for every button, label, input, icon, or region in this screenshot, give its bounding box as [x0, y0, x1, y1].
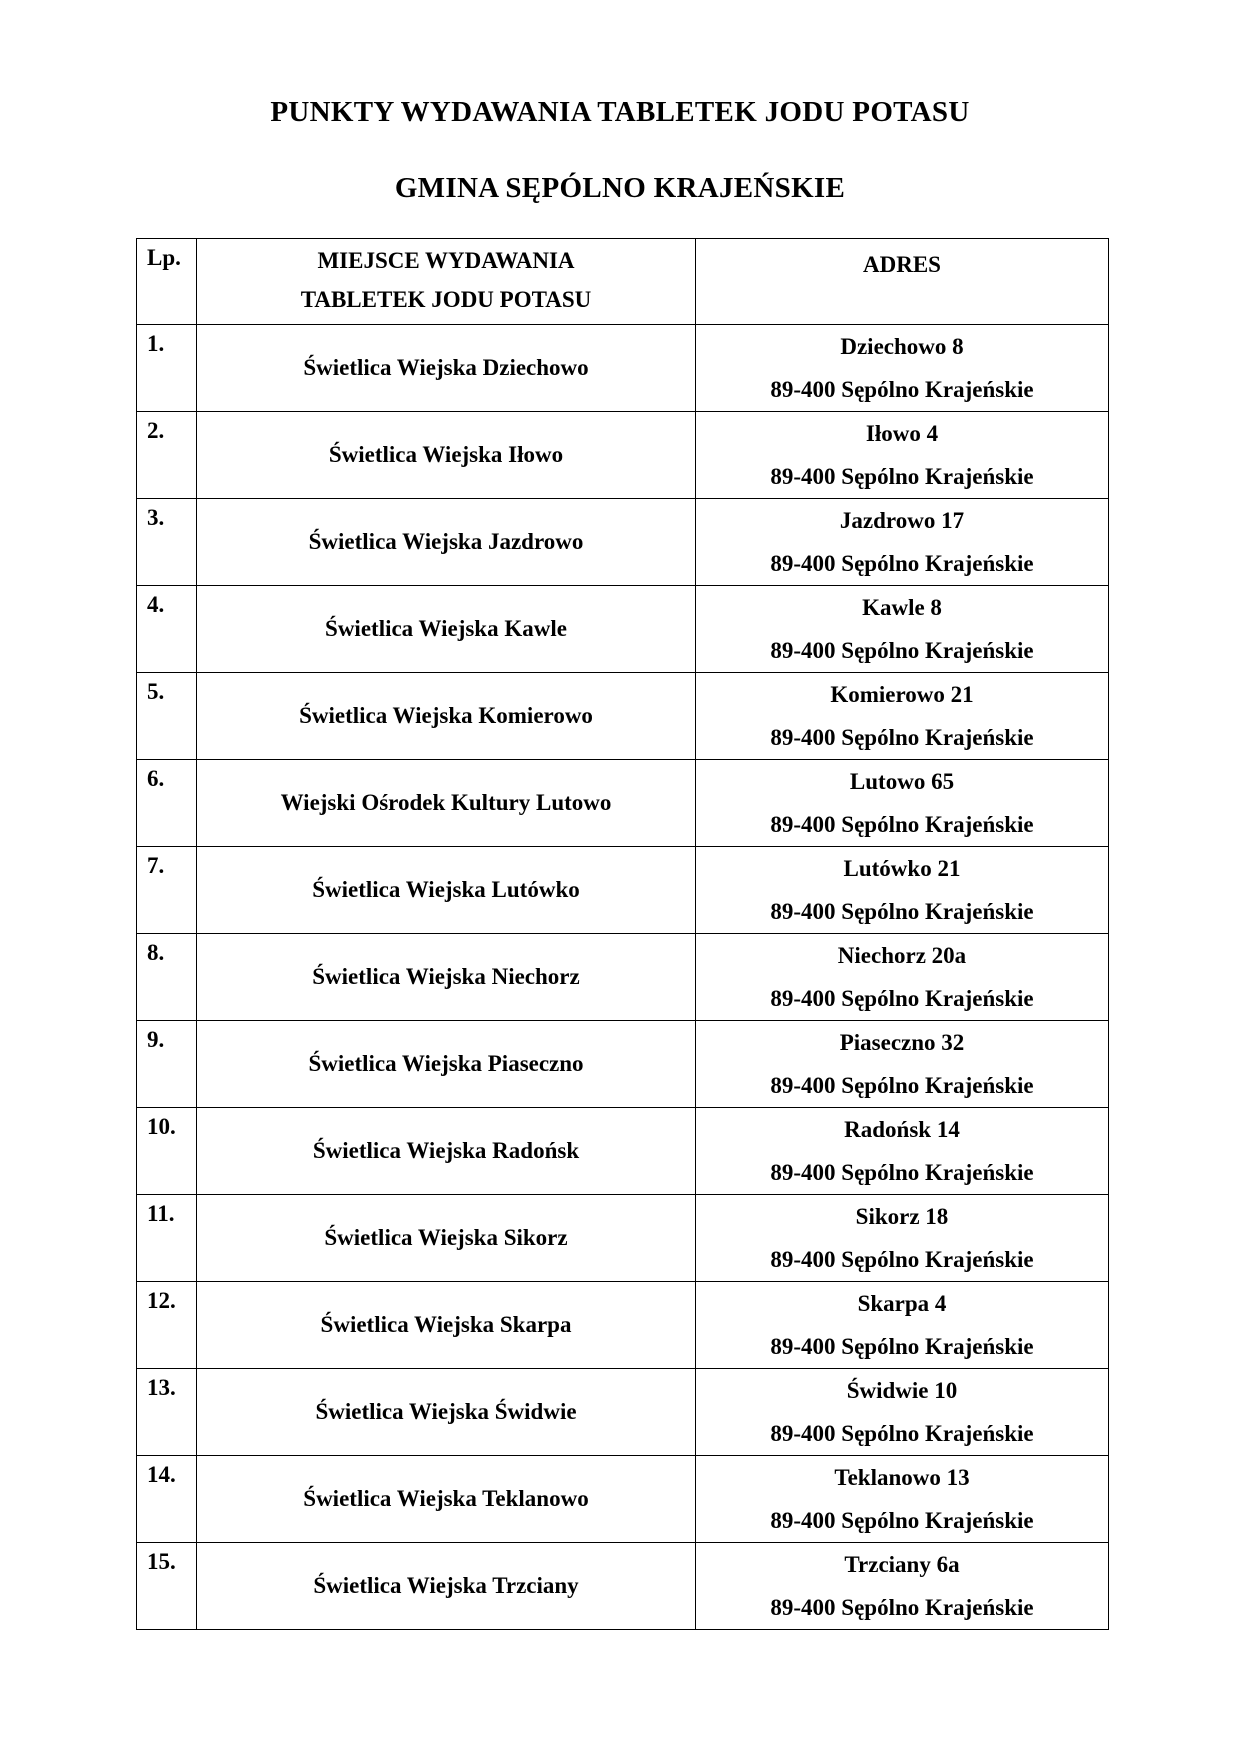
address-cell — [696, 325, 1109, 412]
distribution-place: Świetlica Wiejska Piaseczno — [197, 1021, 696, 1108]
distribution-place: Świetlica Wiejska Komierowo — [197, 673, 696, 760]
row-number: 2. — [137, 412, 197, 499]
row-number: 12. — [137, 1282, 197, 1369]
address-street: Jazdrowo 17 — [839, 508, 965, 533]
address-city: 89-400 Sępólno Krajeńskie — [770, 1421, 1034, 1446]
header-place — [197, 239, 696, 325]
table-row — [137, 673, 1109, 760]
address-cell — [696, 760, 1109, 847]
address-city: 89-400 Sępólno Krajeńskie — [770, 1247, 1034, 1272]
row-number: 8. — [137, 934, 197, 1021]
row-number: 3. — [137, 499, 197, 586]
address-street: Piaseczno 32 — [839, 1030, 965, 1055]
distribution-place: Świetlica Wiejska Dziechowo — [197, 325, 696, 412]
address-cell — [696, 673, 1109, 760]
table-row — [137, 1195, 1109, 1282]
distribution-place: Świetlica Wiejska Lutówko — [197, 847, 696, 934]
table-row — [137, 1021, 1109, 1108]
address-cell — [696, 1282, 1109, 1369]
address-city: 89-400 Sępólno Krajeńskie — [770, 551, 1034, 576]
address-cell — [696, 1195, 1109, 1282]
address-city: 89-400 Sępólno Krajeńskie — [770, 638, 1034, 663]
address-street: Teklanowo 13 — [834, 1465, 970, 1490]
header-lp: Lp. — [137, 239, 197, 325]
address-cell — [696, 1021, 1109, 1108]
distribution-place: Świetlica Wiejska Niechorz — [197, 934, 696, 1021]
address-street: Radońsk 14 — [844, 1117, 960, 1142]
address-street: Sikorz 18 — [855, 1204, 949, 1229]
address-cell — [696, 1369, 1109, 1456]
row-number: 15. — [137, 1543, 197, 1630]
address-street: Dziechowo 8 — [840, 334, 964, 359]
table-row — [137, 1108, 1109, 1195]
address-cell — [696, 847, 1109, 934]
table-row — [137, 499, 1109, 586]
address-cell — [696, 934, 1109, 1021]
distribution-place: Świetlica Wiejska Iłowo — [197, 412, 696, 499]
row-number: 6. — [137, 760, 197, 847]
address-city: 89-400 Sępólno Krajeńskie — [770, 812, 1034, 837]
header-row — [137, 239, 1109, 325]
address-street: Lutowo 65 — [849, 769, 955, 794]
row-number: 4. — [137, 586, 197, 673]
row-number: 5. — [137, 673, 197, 760]
table-row — [137, 847, 1109, 934]
table-row — [137, 1282, 1109, 1369]
document-title: PUNKTY WYDAWANIA TABLETEK JODU POTASU — [270, 96, 970, 128]
address-street: Świdwie 10 — [846, 1378, 958, 1403]
distribution-place: Świetlica Wiejska Jazdrowo — [197, 499, 696, 586]
distribution-place: Świetlica Wiejska Teklanowo — [197, 1456, 696, 1543]
address-city: 89-400 Sępólno Krajeńskie — [770, 725, 1034, 750]
table-body — [137, 325, 1109, 1630]
table-row — [137, 325, 1109, 412]
row-number: 14. — [137, 1456, 197, 1543]
address-city: 89-400 Sępólno Krajeńskie — [770, 377, 1034, 402]
address-street: Niechorz 20a — [837, 943, 967, 968]
table-row — [137, 586, 1109, 673]
header-place-line1: MIEJSCE WYDAWANIA — [317, 248, 575, 273]
address-cell — [696, 586, 1109, 673]
distribution-place: Świetlica Wiejska Kawle — [197, 586, 696, 673]
document-subtitle: GMINA SĘPÓLNO KRAJEŃSKIE — [394, 172, 846, 204]
address-street: Lutówko 21 — [843, 856, 961, 881]
address-street: Komierowo 21 — [830, 682, 974, 707]
row-number: 9. — [137, 1021, 197, 1108]
distribution-place: Świetlica Wiejska Radońsk — [197, 1108, 696, 1195]
row-number: 7. — [137, 847, 197, 934]
address-cell — [696, 412, 1109, 499]
table-header — [137, 239, 1109, 325]
header-place-line2: TABLETEK JODU POTASU — [300, 287, 592, 312]
table-row — [137, 412, 1109, 499]
row-number: 1. — [137, 325, 197, 412]
row-number: 10. — [137, 1108, 197, 1195]
address-city: 89-400 Sępólno Krajeńskie — [770, 1334, 1034, 1359]
table-row — [137, 1369, 1109, 1456]
address-cell — [696, 1108, 1109, 1195]
address-street: Trzciany 6a — [844, 1552, 960, 1577]
address-city: 89-400 Sępólno Krajeńskie — [770, 1160, 1034, 1185]
distribution-place: Świetlica Wiejska Trzciany — [197, 1543, 696, 1630]
table-row — [137, 934, 1109, 1021]
header-address: ADRES — [696, 239, 1109, 325]
address-city: 89-400 Sępólno Krajeńskie — [770, 986, 1034, 1011]
table-row — [137, 1543, 1109, 1630]
address-city: 89-400 Sępólno Krajeńskie — [770, 464, 1034, 489]
address-city: 89-400 Sępólno Krajeńskie — [770, 899, 1034, 924]
address-street: Skarpa 4 — [857, 1291, 947, 1316]
address-cell — [696, 499, 1109, 586]
address-street: Iłowo 4 — [865, 421, 939, 446]
row-number: 11. — [137, 1195, 197, 1282]
address-cell — [696, 1456, 1109, 1543]
address-street: Kawle 8 — [862, 595, 942, 620]
table-row — [137, 1456, 1109, 1543]
distribution-place: Świetlica Wiejska Świdwie — [197, 1369, 696, 1456]
distribution-place: Wiejski Ośrodek Kultury Lutowo — [197, 760, 696, 847]
table-row — [137, 760, 1109, 847]
distribution-points-table — [136, 238, 1109, 1630]
address-city: 89-400 Sępólno Krajeńskie — [770, 1595, 1034, 1620]
distribution-place: Świetlica Wiejska Skarpa — [197, 1282, 696, 1369]
address-city: 89-400 Sępólno Krajeńskie — [770, 1508, 1034, 1533]
distribution-place: Świetlica Wiejska Sikorz — [197, 1195, 696, 1282]
row-number: 13. — [137, 1369, 197, 1456]
address-city: 89-400 Sępólno Krajeńskie — [770, 1073, 1034, 1098]
address-cell — [696, 1543, 1109, 1630]
